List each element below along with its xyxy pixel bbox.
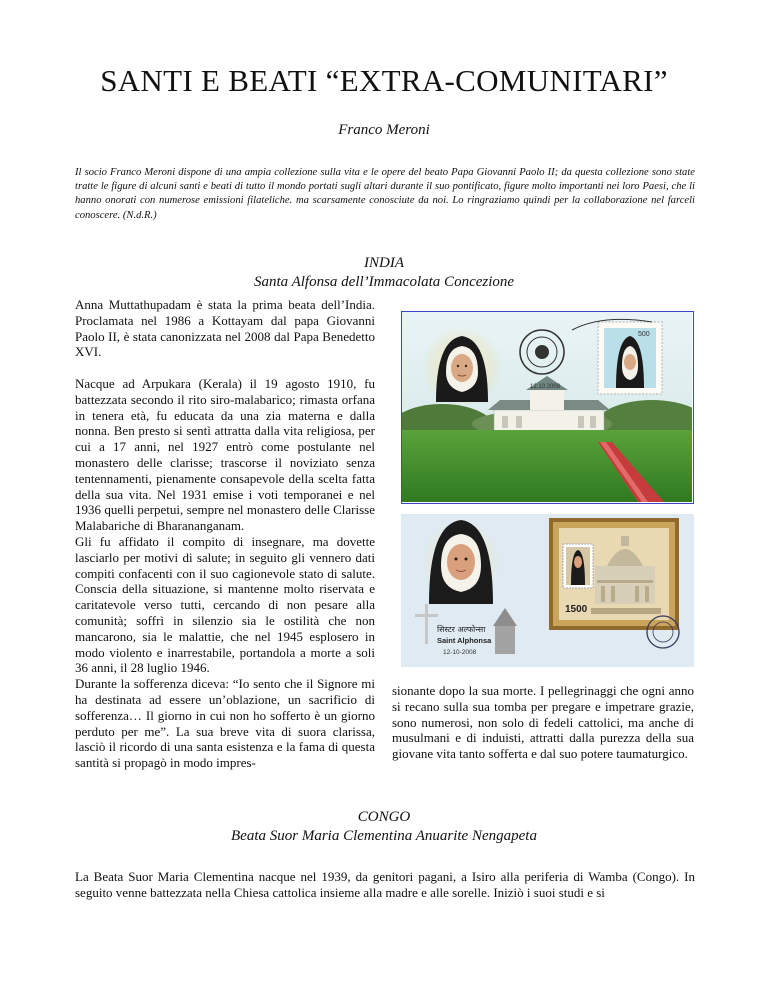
- country-congo: CONGO: [357, 809, 411, 825]
- india-paragraph-4: Durante la sofferenza diceva: “Io sento che il Signore mi ha destinata ad essere un’oblazione, un sacrificio di sofferenza… Il giorno in cui non ho sofferto è un giorno perduto per me”. La sua breve vita di suora clarissa, lasciò il ricordo di una santa esistenza e la fama di questa santità si propagò in modo impres-: [75, 676, 375, 771]
- article-intro: Il socio Franco Meroni dispone di una ampia collezione sulla vita e le opere del beato Papa Giovanni Paolo II; da questa collezione sono state tratte le figure di alcuni santi e beati di tutto il mondo portati sugli altari durante il suo pontificato, figure molto importanti nei loro Paesi, che li hanno onorati con numerose emissioni filateliche. ma scarsamente conosciute da noi. Lo ringraziamo quindi per la collaborazione nel farceli conoscere. (N.d.R.): [75, 167, 695, 221]
- first-day-cover-illustration: [401, 514, 694, 667]
- saint-name-anuarite: Beata Suor Maria Clementina Anuarite Nengapeta: [231, 828, 537, 844]
- svg-text:12.10.2008: 12.10.2008: [530, 384, 561, 390]
- maximum-card-image: [401, 311, 694, 504]
- india-paragraph-1: Anna Muttathupadam è stata la prima beata dell’India. Proclamata nel 1986 a Kottayam dal papa Giovanni Paolo II, è stata canonizzata nel 2008 dal Papa Benedetto XVI.: [75, 297, 375, 360]
- congo-paragraph-1: La Beata Suor Maria Clementina nacque nel 1939, da genitori pagani, a Isiro alla periferia di Wamba (Congo). In seguito venne battezzata nella Chiesa cattolica insieme alla madre e alle sorelle. Iniziò i suoi studi e si: [75, 869, 695, 900]
- fdc-caption-hindi: सिस्टर अल्फोन्सा: [437, 625, 486, 634]
- stamp-value: 1500: [565, 604, 588, 615]
- fdc-date: 12-10-2008: [443, 649, 477, 656]
- section-heading-india: [0, 254, 768, 292]
- article-author: Franco Meroni: [338, 122, 430, 138]
- maximum-card-illustration: [402, 312, 692, 502]
- first-day-cover-image: [401, 514, 694, 667]
- india-paragraph-3: Gli fu affidato il compito di insegnare, ma dovette lasciarlo per motivi di salute; in seguito gli vennero dati compiti confacenti con il suo cagionevole stato di salute. Conscia della situazione, si mantenne molto riservata e caritatevole verso tutti, cercando di non pesare alla comunità; soffrì in silenzio sia le ostilità che non mancarono, sia le malattie, che nel 1945 esplosero in modo violento e inarrestabile, portandola a morte a soli 36 anni, il 28 luglio 1946.: [75, 533, 375, 676]
- fdc-caption: Saint Alphonsa: [437, 636, 492, 645]
- india-paragraph-5: sionante dopo la sua morte. I pellegrinaggi che ogni anno si recano sulla sua tomba per pregare e impetrare grazie, sono numerosi, non solo di fedeli cattolici, ma anche di musulmani e di induisti, attratti dalla purezza della sua giovane vita tanto sofferta e dal suo potere taumaturgico.: [392, 683, 694, 762]
- section-heading-congo: [0, 808, 768, 846]
- svg-text:500: 500: [638, 331, 650, 338]
- india-paragraph-2: Nacque ad Arpukara (Kerala) il 19 agosto 1910, fu battezzata secondo il rito siro-malabarico; rimasta orfana in tenera età, fu educata da una zia materna e dalla nonna. Ben presto si sentì attratta dalla vita religiosa, per cui a 17 anni, nel 1927 entrò come postulante nel monastero delle clarisse; trascorse il noviziato senza tentennamenti, pienamente consapevole della scelta fatta della sua vita. Nel 1931 emise i voti temporanei e nel 1936 quelli perpetui, sempre nel monastero delle Clarisse Malabariche di Bharananganam.: [75, 375, 375, 534]
- india-column-right: [392, 683, 694, 762]
- country-india: INDIA: [364, 255, 404, 271]
- saint-name-alfonsa: Santa Alfonsa dell’Immacolata Concezione: [253, 274, 515, 290]
- article-title: SANTI E BEATI “EXTRA-COMUNITARI”: [100, 63, 668, 98]
- india-column-left: [75, 297, 375, 771]
